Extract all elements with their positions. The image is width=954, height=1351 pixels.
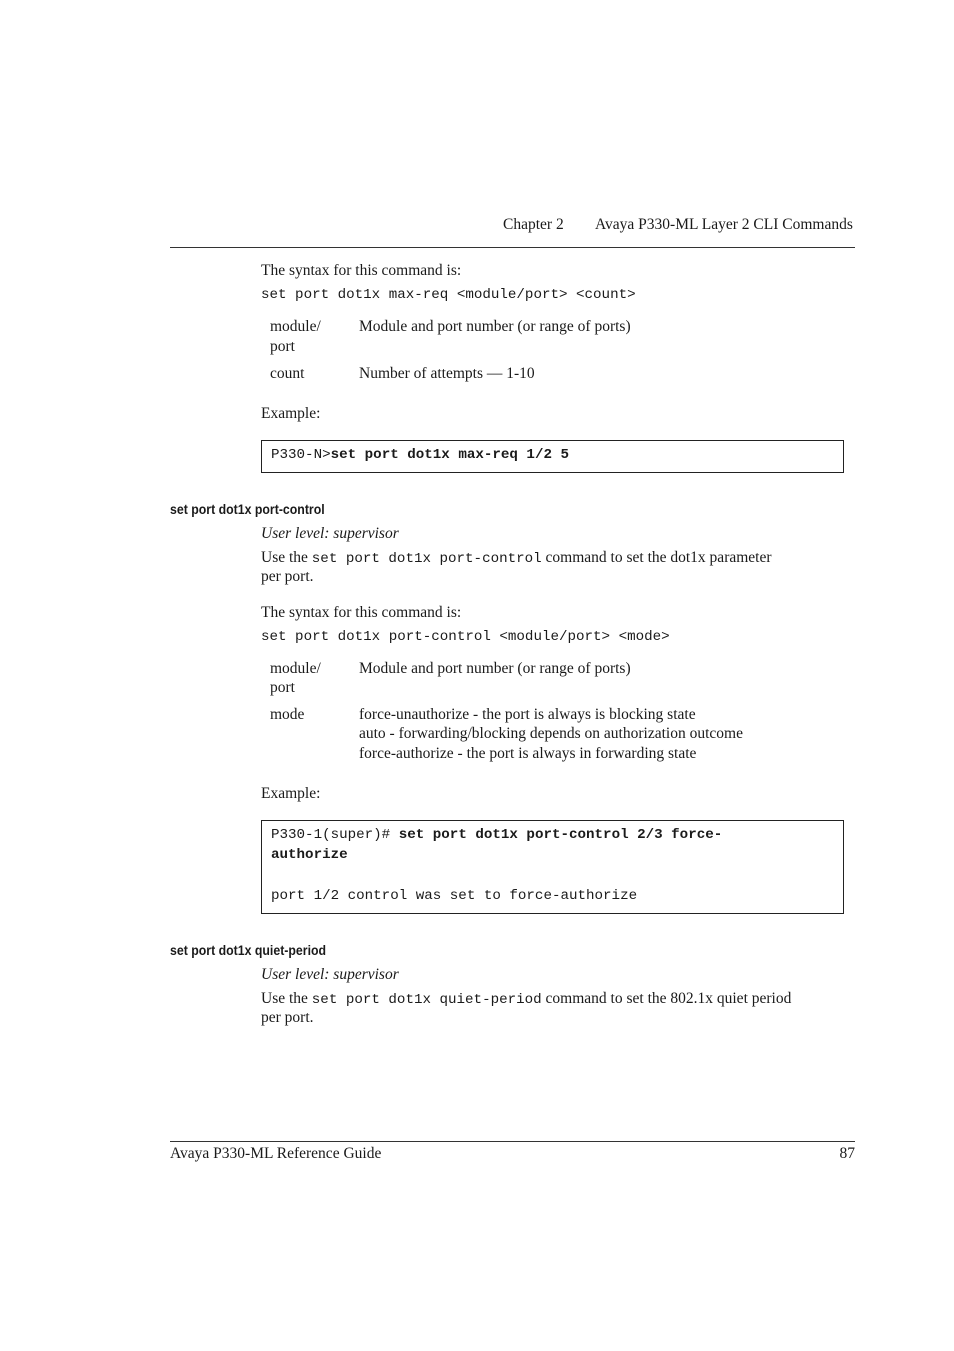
description <box>261 549 772 567</box>
desc-text: command to set the 802.1x quiet period <box>545 990 792 1007</box>
section-heading: set port dot1x quiet-period <box>170 942 327 958</box>
desc-text: command to set the dot1x parameter <box>545 549 772 566</box>
param-name: module/ <box>270 660 321 677</box>
page-number: 87 <box>839 1145 855 1162</box>
header-chapter: Chapter 2 <box>503 216 564 233</box>
desc-text: Use the <box>261 990 308 1007</box>
inline-command: set port dot1x quiet-period <box>311 992 542 1008</box>
param-desc: Module and port number (or range of ports) <box>359 318 631 335</box>
param-name: port <box>270 679 295 696</box>
example-label: Example: <box>261 785 321 802</box>
syntax-line: set port dot1x max-req <module/port> <count> <box>261 287 636 303</box>
cli-prompt: P330-1(super)# <box>271 827 399 843</box>
footer-guide: Avaya P330-ML Reference Guide <box>170 1145 382 1162</box>
description-cont: per port. <box>261 1009 314 1026</box>
param-desc: force-authorize - the port is always in forwarding state <box>359 745 697 762</box>
syntax-intro: The syntax for this command is: <box>261 604 462 621</box>
code-line <box>271 847 348 863</box>
example-code-box <box>261 440 844 473</box>
param-desc: auto - forwarding/blocking depends on authorization outcome <box>359 725 743 742</box>
example-label: Example: <box>261 405 321 422</box>
code-line <box>271 827 722 843</box>
desc-text: Use the <box>261 549 308 566</box>
syntax-line: set port dot1x port-control <module/port> <mode> <box>261 629 670 645</box>
cli-output: port 1/2 control was set to force-authorize <box>271 888 638 904</box>
description <box>261 990 791 1008</box>
param-desc: Module and port number (or range of ports) <box>359 660 631 677</box>
code-line <box>271 447 569 463</box>
param-name: mode <box>270 706 305 723</box>
header-rule <box>170 247 855 248</box>
param-name: port <box>270 338 295 355</box>
example-code-box <box>261 820 844 914</box>
user-level: User level: supervisor <box>261 966 399 983</box>
cli-command: set port dot1x port-control 2/3 force- <box>398 827 723 843</box>
param-desc: force-unauthorize - the port is always is blocking state <box>359 706 696 723</box>
cli-command: set port dot1x max-req 1/2 5 <box>330 447 569 463</box>
user-level: User level: supervisor <box>261 525 399 542</box>
syntax-intro: The syntax for this command is: <box>261 262 462 279</box>
param-desc: Number of attempts — 1-10 <box>359 365 535 382</box>
section-heading: set port dot1x port-control <box>170 501 325 517</box>
inline-command: set port dot1x port-control <box>311 551 542 567</box>
param-name: count <box>270 365 305 382</box>
cli-command: authorize <box>271 847 348 863</box>
header-title: Avaya P330-ML Layer 2 CLI Commands <box>595 216 853 233</box>
footer-rule <box>170 1141 855 1142</box>
description-cont: per port. <box>261 568 314 585</box>
cli-prompt: P330-N> <box>271 447 331 463</box>
param-name: module/ <box>270 318 321 335</box>
